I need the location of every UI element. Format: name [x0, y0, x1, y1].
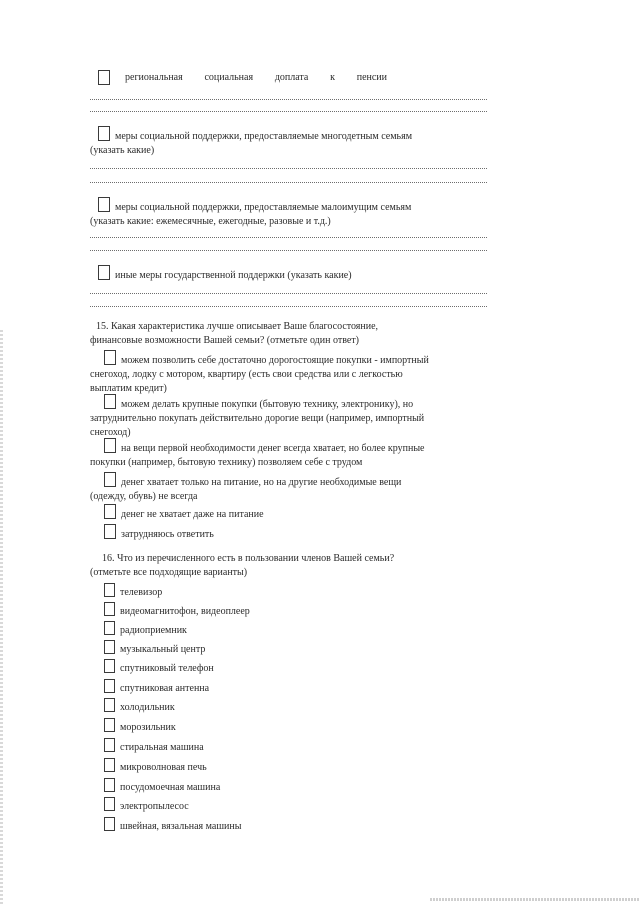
- checkbox[interactable]: [104, 524, 116, 539]
- checkbox[interactable]: [104, 659, 115, 673]
- checkbox[interactable]: [104, 504, 116, 519]
- answer-line: [90, 306, 487, 307]
- q16-option-music-center[interactable]: [104, 640, 205, 657]
- option-text-line2: снегоход, лодку с мотором, квартиру (есть свои средства или с легкостью: [90, 369, 403, 380]
- q16-option-microwave[interactable]: [104, 758, 207, 775]
- answer-line: [90, 237, 487, 238]
- question-text-line2: (отметьте все подходящие варианты): [90, 567, 248, 578]
- answer-line: [90, 250, 487, 251]
- q15-option-1[interactable]: [90, 350, 487, 396]
- answer-line: [90, 168, 487, 169]
- option-text-line2: затруднительно покупать действительно дорогие вещи (например, импортный: [90, 413, 425, 424]
- checkbox[interactable]: [104, 718, 115, 732]
- q16-option-video[interactable]: [104, 602, 250, 619]
- q16-option-radio[interactable]: [104, 621, 187, 638]
- option-regional-pension[interactable]: [90, 70, 487, 85]
- answer-line: [90, 293, 487, 294]
- checkbox[interactable]: [104, 438, 116, 453]
- option-text-line3: снегоход): [90, 427, 131, 438]
- option-text: музыкальный центр: [120, 644, 206, 655]
- option-text: денег не хватает даже на питание: [121, 509, 264, 520]
- answer-line: [90, 182, 487, 183]
- option-label: меры социальной поддержки, предоставляемые малоимущим семьям: [115, 202, 412, 213]
- answer-line: [90, 111, 487, 112]
- q16-option-tv[interactable]: [104, 583, 162, 600]
- q16-option-freezer[interactable]: [104, 718, 176, 735]
- question-number: 15.: [96, 321, 109, 332]
- option-note: (указать какие: ежемесячные, ежегодные, разовые и т.д.): [90, 216, 331, 227]
- option-text-line2: (одежду, обувь) не всегда: [90, 491, 198, 502]
- q15-option-5[interactable]: [104, 504, 264, 522]
- q15-option-2[interactable]: [90, 394, 487, 440]
- question-text-line1: 16. Что из перечисленного есть в пользовании членов Вашей семьи?: [102, 553, 395, 564]
- checkbox[interactable]: [98, 197, 110, 212]
- q15-option-3[interactable]: [90, 438, 487, 470]
- option-text: спутниковый телефон: [120, 663, 214, 674]
- checkbox[interactable]: [104, 698, 115, 712]
- option-text: электропылесос: [120, 801, 189, 812]
- checkbox[interactable]: [104, 350, 116, 365]
- option-large-family-support[interactable]: [90, 126, 487, 158]
- option-text: затрудняюсь ответить: [121, 529, 214, 540]
- checkbox[interactable]: [104, 472, 116, 487]
- q15-option-4[interactable]: [90, 472, 487, 504]
- checkbox[interactable]: [104, 797, 115, 811]
- option-label: региональная социальная доплата к пенсии: [125, 71, 387, 83]
- checkbox[interactable]: [104, 679, 115, 693]
- question-15: [90, 320, 487, 348]
- option-text: морозильник: [120, 722, 176, 733]
- checkbox[interactable]: [104, 394, 116, 409]
- option-text: видеомагнитофон, видеоплеер: [120, 606, 250, 617]
- question-text-line2: финансовые возможности Вашей семьи? (отметьте один ответ): [90, 335, 360, 346]
- scan-edge-left: [0, 330, 3, 905]
- option-label: иные меры государственной поддержки (указать какие): [115, 270, 352, 281]
- q16-option-vacuum[interactable]: [104, 797, 189, 814]
- checkbox[interactable]: [98, 265, 110, 280]
- answer-line: [90, 99, 487, 100]
- q16-option-sewing[interactable]: [104, 817, 241, 834]
- option-text: радиоприемник: [120, 625, 187, 636]
- option-text: спутниковая антенна: [120, 683, 210, 694]
- q16-option-dishwasher[interactable]: [104, 778, 220, 795]
- q16-option-sat-antenna[interactable]: [104, 679, 209, 696]
- option-text-line1: можем позволить себе достаточно дорогостоящие покупки - импортный: [121, 355, 429, 366]
- option-text: посудомоечная машина: [120, 782, 221, 793]
- checkbox[interactable]: [104, 640, 115, 654]
- option-text: стиральная машина: [120, 742, 204, 753]
- option-low-income-support[interactable]: [90, 197, 487, 229]
- option-text-line2: покупки (например, бытовую технику) позволяем себе с трудом: [90, 457, 363, 468]
- option-text: холодильник: [120, 702, 175, 713]
- q16-option-fridge[interactable]: [104, 698, 175, 715]
- option-text: микроволновая печь: [120, 762, 207, 773]
- checkbox[interactable]: [98, 70, 110, 85]
- checkbox[interactable]: [104, 583, 115, 597]
- scan-edge-bottom: [430, 898, 640, 901]
- option-text-line3: выплатим кредит): [90, 383, 167, 394]
- checkbox[interactable]: [98, 126, 110, 141]
- checkbox[interactable]: [104, 778, 115, 792]
- option-text-line1: можем делать крупные покупки (бытовую технику, электронику), но: [121, 399, 414, 410]
- q16-option-washer[interactable]: [104, 738, 204, 755]
- q16-option-sat-phone[interactable]: [104, 659, 214, 676]
- question-text-line1: Какая характеристика лучше описывает Ваше благосостояние,: [111, 321, 379, 332]
- option-other-state-support[interactable]: [90, 265, 487, 283]
- checkbox[interactable]: [104, 602, 115, 616]
- checkbox[interactable]: [104, 621, 115, 635]
- checkbox[interactable]: [104, 758, 115, 772]
- checkbox[interactable]: [104, 738, 115, 752]
- option-note: (указать какие): [90, 145, 155, 156]
- option-text: швейная, вязальная машины: [120, 821, 242, 832]
- option-text: телевизор: [120, 587, 163, 598]
- option-text-line1: на вещи первой необходимости денег всегда хватает, но более крупные: [121, 443, 425, 454]
- option-text-line1: денег хватает только на питание, но на другие необходимые вещи: [121, 477, 402, 488]
- question-16: [90, 552, 487, 580]
- option-label: меры социальной поддержки, предоставляемые многодетным семьям: [115, 131, 413, 142]
- checkbox[interactable]: [104, 817, 115, 831]
- q15-option-6[interactable]: [104, 524, 214, 542]
